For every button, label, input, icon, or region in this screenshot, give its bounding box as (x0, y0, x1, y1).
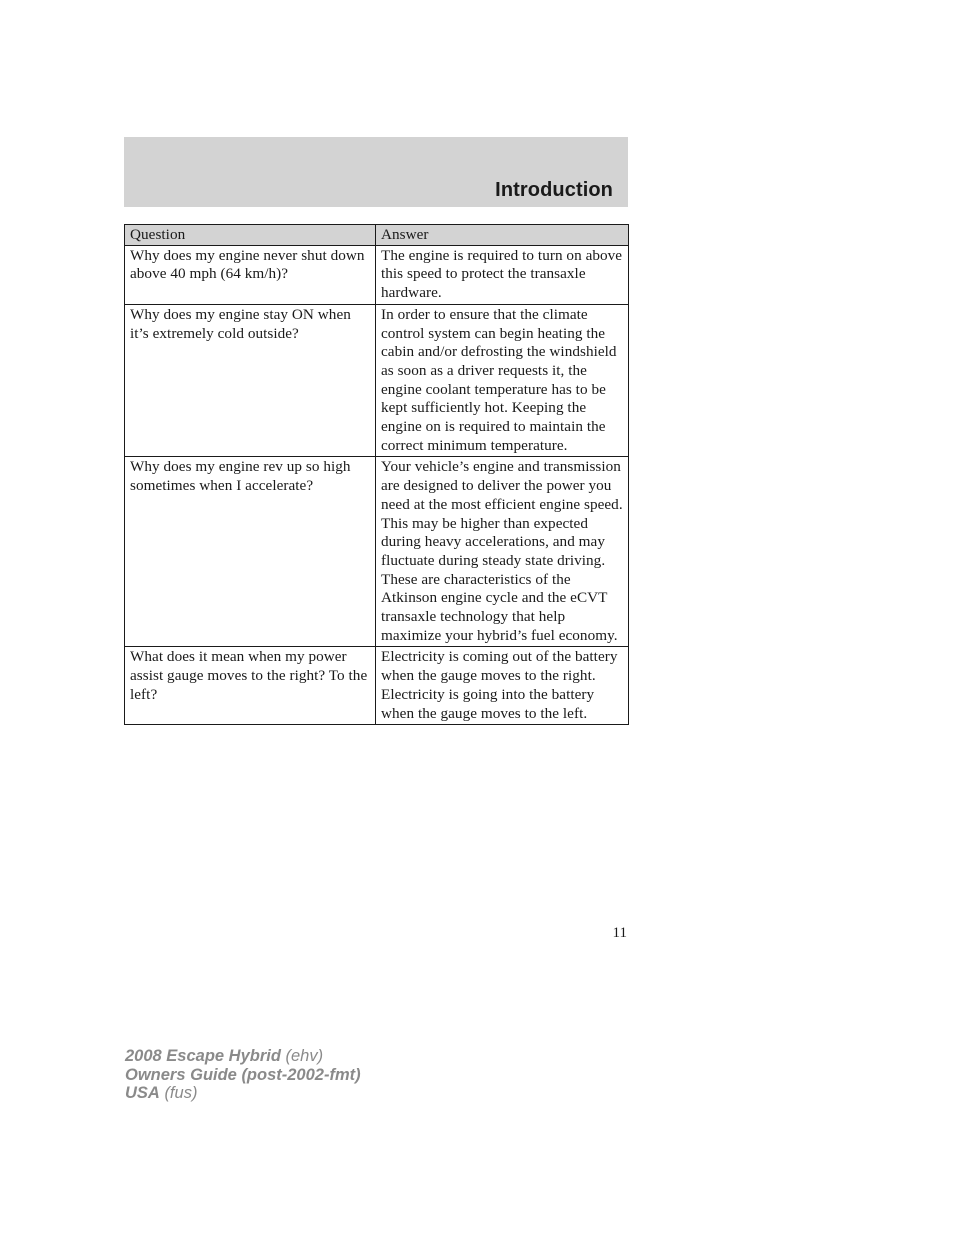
footer-line-model (125, 1047, 361, 1066)
column-header-answer: Answer (376, 225, 629, 246)
table-row (125, 457, 629, 647)
table-row (125, 304, 629, 457)
footer-line-market (125, 1084, 361, 1103)
document-footer (125, 1047, 361, 1103)
section-header-band (124, 137, 628, 207)
footer-line-guide (125, 1066, 361, 1085)
answer-cell: The engine is required to turn on above this speed to protect the transaxle hardware. (376, 245, 629, 304)
footer-model-code: (ehv) (285, 1047, 324, 1065)
faq-table (124, 224, 629, 725)
question-cell: Why does my engine never shut down above 40 mph (64 km/h)? (125, 245, 376, 304)
answer-cell: Your vehicle’s engine and transmission are designed to deliver the power you need at the most efficient engine speed. This may be higher than expected during heavy accelerations, and may fluctuate during steady state driving. These are characteristics of the Atkinson engine cycle and the eCVT transaxle technology that help maximize your hybrid’s fuel economy. (376, 457, 629, 647)
table-header-row (125, 225, 629, 246)
page-number: 11 (612, 925, 627, 941)
footer-market-code: (fus) (164, 1084, 198, 1102)
question-cell: Why does my engine rev up so high sometimes when I accelerate? (125, 457, 376, 647)
question-cell: What does it mean when my power assist gauge moves to the right? To the left? (125, 647, 376, 725)
footer-market: USA (125, 1084, 160, 1102)
question-cell: Why does my engine stay ON when it’s extremely cold outside? (125, 304, 376, 457)
table-row (125, 245, 629, 304)
answer-cell: Electricity is coming out of the battery when the gauge moves to the right. Electricity is going into the battery when the gauge moves to the left. (376, 647, 629, 725)
section-title: Introduction (495, 179, 613, 201)
answer-cell: In order to ensure that the climate control system can begin heating the cabin and/or defrosting the windshield as soon as a driver requests it, the engine coolant temperature has to be kept sufficiently hot. Keeping the engine on is required to maintain the correct minimum temperature. (376, 304, 629, 457)
footer-guide: Owners Guide (post-2002-fmt) (125, 1065, 361, 1084)
table-row (125, 647, 629, 725)
footer-model: 2008 Escape Hybrid (125, 1047, 281, 1065)
column-header-question: Question (125, 225, 376, 246)
